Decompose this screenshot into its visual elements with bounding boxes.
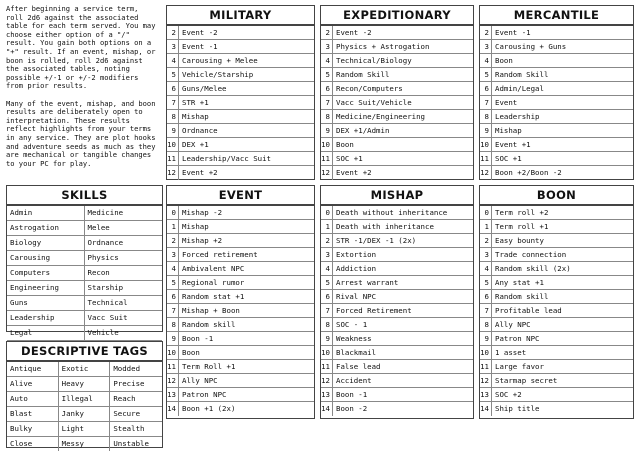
roll-result: Event +2 — [336, 168, 372, 177]
roll-number: 3 — [480, 40, 492, 53]
roll-number: 5 — [167, 68, 179, 81]
table-row — [480, 304, 633, 318]
roll-result: SOC +1 — [336, 154, 363, 163]
roll-number: 3 — [167, 40, 179, 53]
roll-result: Event -1 — [182, 42, 218, 51]
table-title: BOON — [480, 186, 633, 205]
table-row — [480, 332, 633, 346]
roll-result: STR -1/DEX -1 (2x) — [336, 236, 417, 245]
roll-result: Addiction — [336, 264, 377, 273]
table-row — [480, 96, 633, 110]
roll-result: Boon — [336, 140, 354, 149]
mishap-table — [320, 185, 474, 419]
roll-number: 0 — [167, 206, 179, 219]
table-row — [480, 318, 633, 332]
table-row — [167, 318, 314, 332]
skill-cell: Medicine — [85, 206, 163, 221]
roll-result: Accident — [336, 376, 372, 385]
skill-cell: Physics — [85, 251, 163, 266]
table-row — [167, 96, 314, 110]
table-row — [480, 110, 633, 124]
roll-number: 9 — [321, 332, 333, 345]
roll-result: SOC +2 — [495, 390, 522, 399]
roll-number: 9 — [480, 124, 492, 137]
roll-result: Event -2 — [336, 28, 372, 37]
roll-result: Random stat +1 — [182, 292, 245, 301]
tag-cell: Reach — [110, 392, 162, 407]
roll-result: Death without inheritance — [336, 208, 448, 217]
table-row — [321, 234, 473, 248]
roll-number: 4 — [321, 262, 333, 275]
table-row — [480, 248, 633, 262]
table-row — [321, 402, 473, 416]
roll-result: Ambivalent NPC — [182, 264, 245, 273]
table-row — [480, 138, 633, 152]
table-row — [167, 234, 314, 248]
roll-result: Rival NPC — [336, 292, 377, 301]
roll-number: 12 — [480, 374, 492, 387]
roll-number: 7 — [480, 96, 492, 109]
roll-result: Random Skill — [336, 70, 390, 79]
roll-result: Random Skill — [495, 70, 549, 79]
roll-number: 12 — [167, 374, 179, 387]
table-row — [480, 54, 633, 68]
table-row — [480, 360, 633, 374]
table-body — [167, 205, 314, 416]
roll-result: Arrest warrant — [336, 278, 399, 287]
tag-cell: Auto — [7, 392, 59, 407]
roll-result: DEX +1 — [182, 140, 209, 149]
skill-cell: Guns — [7, 296, 85, 311]
roll-number: 12 — [321, 374, 333, 387]
roll-result: Mishap — [495, 126, 522, 135]
roll-number: 10 — [480, 138, 492, 151]
roll-result: Ally NPC — [495, 320, 531, 329]
roll-number: 6 — [167, 82, 179, 95]
roll-result: Event -2 — [182, 28, 218, 37]
expeditionary-table — [320, 5, 474, 180]
roll-result: Term Roll +1 — [182, 362, 236, 371]
roll-number: 5 — [480, 276, 492, 289]
tag-cell: Precise — [110, 377, 162, 392]
roll-result: Death with inheritance — [336, 222, 434, 231]
table-row — [167, 206, 314, 220]
roll-number: 10 — [167, 346, 179, 359]
roll-result: STR +1 — [182, 98, 209, 107]
roll-number: 6 — [480, 290, 492, 303]
roll-number: 1 — [321, 220, 333, 233]
mercantile-table — [479, 5, 634, 180]
roll-result: Leadership/Vacc Suit — [182, 154, 271, 163]
roll-result: DEX +1/Admin — [336, 126, 390, 135]
table-row — [321, 166, 473, 180]
table-row — [321, 346, 473, 360]
table-row — [321, 304, 473, 318]
skill-cell: Ordnance — [85, 236, 163, 251]
roll-number: 9 — [321, 124, 333, 137]
table-title: EVENT — [167, 186, 314, 205]
roll-number: 13 — [321, 388, 333, 401]
roll-number: 11 — [480, 360, 492, 373]
tag-cell: Exotic — [59, 362, 111, 377]
table-row — [167, 138, 314, 152]
roll-number: 0 — [321, 206, 333, 219]
table-row — [480, 68, 633, 82]
roll-number: 12 — [167, 166, 179, 180]
roll-result: Boon -1 — [336, 390, 368, 399]
table-body — [321, 25, 473, 180]
table-row — [167, 26, 314, 40]
table-row — [167, 124, 314, 138]
roll-number: 2 — [167, 234, 179, 247]
skill-cell: Legal — [7, 326, 85, 341]
roll-number: 2 — [480, 234, 492, 247]
skill-cell: Leadership — [7, 311, 85, 326]
roll-number: 6 — [480, 82, 492, 95]
roll-result: Regional rumor — [182, 278, 245, 287]
roll-number: 11 — [321, 360, 333, 373]
table-row — [167, 374, 314, 388]
roll-number: 3 — [321, 40, 333, 53]
table-row — [480, 402, 633, 416]
roll-result: Guns/Melee — [182, 84, 227, 93]
table-body — [167, 25, 314, 180]
table-row — [321, 110, 473, 124]
skill-cell: Technical — [85, 296, 163, 311]
roll-number: 7 — [321, 304, 333, 317]
tag-cell: Close — [7, 437, 59, 451]
roll-number: 8 — [167, 110, 179, 123]
roll-number: 9 — [167, 124, 179, 137]
skill-cell: Vehicle — [85, 326, 163, 341]
roll-number: 8 — [480, 110, 492, 123]
table-body — [480, 25, 633, 180]
roll-result: Forced Retirement — [336, 306, 412, 315]
roll-number: 6 — [321, 290, 333, 303]
roll-result: Event +1 — [495, 140, 531, 149]
table-row — [321, 290, 473, 304]
table-row — [480, 82, 633, 96]
roll-number: 4 — [480, 262, 492, 275]
roll-number: 11 — [167, 152, 179, 165]
table-row — [480, 374, 633, 388]
roll-result: SOC +1 — [495, 154, 522, 163]
roll-result: Term roll +2 — [495, 208, 549, 217]
roll-number: 13 — [480, 388, 492, 401]
roll-number: 11 — [167, 360, 179, 373]
roll-result: Boon -2 — [336, 404, 368, 413]
table-row — [480, 388, 633, 402]
roll-number: 5 — [321, 276, 333, 289]
roll-result: Leadership — [495, 112, 540, 121]
roll-number: 9 — [480, 332, 492, 345]
table-row — [167, 68, 314, 82]
tag-cell: Janky — [59, 407, 111, 422]
roll-number: 8 — [480, 318, 492, 331]
table-row — [480, 26, 633, 40]
roll-result: Ally NPC — [182, 376, 218, 385]
table-row — [321, 26, 473, 40]
table-row — [167, 166, 314, 180]
roll-number: 8 — [321, 318, 333, 331]
roll-number: 12 — [321, 166, 333, 180]
roll-result: Profitable lead — [495, 306, 562, 315]
table-row — [167, 276, 314, 290]
roll-result: False lead — [336, 362, 381, 371]
roll-result: Admin/Legal — [495, 84, 544, 93]
roll-result: Easy bounty — [495, 236, 544, 245]
intro-text: After beginning a service term, roll 2d6 against the associated table for each term served. You may choose either option of a "/" result. You gain both options on a "+" result. If an event, mishap, or boon is rolled, roll 2d6 against the associated tables, noting possible +/-1 or +/-2 modifiers from prior results. Many of the event, mishap, and boon results are deliberately open to interpretation. These results reflect highlights from your terms in any service. They are plot hooks and adventure seeds as much as they are mechanical or tangible changes to your PC for play. — [6, 4, 156, 168]
table-row — [480, 206, 633, 220]
table-row — [321, 220, 473, 234]
roll-result: Term roll +1 — [495, 222, 549, 231]
table-body — [321, 205, 473, 416]
table-row — [321, 262, 473, 276]
table-title: DESCRIPTIVE TAGS — [7, 342, 162, 361]
roll-result: Medicine/Engineering — [336, 112, 425, 121]
table-row — [167, 402, 314, 416]
table-row — [321, 332, 473, 346]
table-title: MISHAP — [321, 186, 473, 205]
roll-number: 4 — [480, 54, 492, 67]
skills-grid — [7, 205, 162, 341]
skill-cell: Astrogation — [7, 221, 85, 236]
roll-number: 5 — [321, 68, 333, 81]
roll-result: Physics + Astrogation — [336, 42, 430, 51]
roll-result: Boon +2/Boon -2 — [495, 168, 562, 177]
roll-result: Carousing + Guns — [495, 42, 567, 51]
roll-number: 10 — [321, 138, 333, 151]
roll-number: 3 — [321, 248, 333, 261]
table-row — [167, 54, 314, 68]
roll-result: Event +2 — [182, 168, 218, 177]
table-row — [167, 82, 314, 96]
roll-number: 2 — [167, 26, 179, 39]
roll-result: SOC - 1 — [336, 320, 368, 329]
roll-number: 14 — [321, 402, 333, 416]
table-row — [167, 40, 314, 54]
roll-result: Ship title — [495, 404, 540, 413]
table-row — [321, 40, 473, 54]
table-row — [321, 124, 473, 138]
table-row — [167, 248, 314, 262]
roll-result: Weakness — [336, 334, 372, 343]
descriptive-tags-table — [6, 341, 163, 448]
roll-result: Event — [495, 98, 518, 107]
roll-result: Boon — [495, 56, 513, 65]
table-row — [480, 40, 633, 54]
roll-result: Random skill (2x) — [495, 264, 571, 273]
skill-cell: Carousing — [7, 251, 85, 266]
skill-cell: Engineering — [7, 281, 85, 296]
boon-table — [479, 185, 634, 419]
table-body — [480, 205, 633, 416]
roll-number: 10 — [321, 346, 333, 359]
roll-number: 2 — [321, 26, 333, 39]
roll-result: Boon — [182, 348, 200, 357]
roll-result: Mishap +2 — [182, 236, 223, 245]
tag-cell: Unstable — [110, 437, 162, 451]
roll-result: Extortion — [336, 250, 377, 259]
table-row — [480, 262, 633, 276]
roll-number: 7 — [480, 304, 492, 317]
table-title: MERCANTILE — [480, 6, 633, 25]
tag-cell: Secure — [110, 407, 162, 422]
table-row — [321, 388, 473, 402]
roll-result: Any stat +1 — [495, 278, 544, 287]
skill-cell: Biology — [7, 236, 85, 251]
table-row — [321, 248, 473, 262]
table-row — [321, 96, 473, 110]
roll-number: 9 — [167, 332, 179, 345]
roll-number: 7 — [321, 96, 333, 109]
table-title: MILITARY — [167, 6, 314, 25]
table-row — [321, 152, 473, 166]
table-row — [480, 124, 633, 138]
roll-number: 5 — [167, 276, 179, 289]
roll-number: 12 — [480, 166, 492, 180]
roll-result: Ordnance — [182, 126, 218, 135]
roll-result: Patron NPC — [182, 390, 227, 399]
roll-number: 14 — [480, 402, 492, 416]
roll-result: Technical/Biology — [336, 56, 412, 65]
roll-number: 4 — [167, 54, 179, 67]
skill-cell: Admin — [7, 206, 85, 221]
tag-cell: Bulky — [7, 422, 59, 437]
skill-cell: Melee — [85, 221, 163, 236]
table-title: EXPEDITIONARY — [321, 6, 473, 25]
table-row — [167, 290, 314, 304]
table-row — [480, 152, 633, 166]
table-row — [480, 276, 633, 290]
roll-number: 13 — [167, 388, 179, 401]
skill-cell: Recon — [85, 266, 163, 281]
roll-result: Blackmail — [336, 348, 377, 357]
table-row — [167, 346, 314, 360]
tag-cell: Messy — [59, 437, 111, 451]
roll-number: 5 — [480, 68, 492, 81]
roll-result: Recon/Computers — [336, 84, 403, 93]
skill-cell: Starship — [85, 281, 163, 296]
roll-result: Mishap — [182, 222, 209, 231]
roll-number: 0 — [480, 206, 492, 219]
roll-number: 8 — [167, 318, 179, 331]
roll-number: 4 — [321, 54, 333, 67]
table-row — [321, 276, 473, 290]
tag-cell: Stealth — [110, 422, 162, 437]
roll-number: 6 — [321, 82, 333, 95]
table-row — [321, 82, 473, 96]
table-row — [167, 152, 314, 166]
roll-number: 7 — [167, 96, 179, 109]
tag-cell: Blast — [7, 407, 59, 422]
roll-result: Vacc Suit/Vehicle — [336, 98, 412, 107]
roll-number: 1 — [480, 220, 492, 233]
roll-result: Random skill — [182, 320, 236, 329]
table-row — [167, 388, 314, 402]
roll-number: 8 — [321, 110, 333, 123]
roll-result: 1 asset — [495, 348, 527, 357]
table-row — [480, 166, 633, 180]
roll-number: 1 — [167, 220, 179, 233]
roll-number: 3 — [167, 248, 179, 261]
roll-result: Mishap -2 — [182, 208, 223, 217]
roll-number: 11 — [321, 152, 333, 165]
roll-result: Random skill — [495, 292, 549, 301]
roll-result: Event -1 — [495, 28, 531, 37]
roll-number: 10 — [480, 346, 492, 359]
roll-result: Mishap + Boon — [182, 306, 240, 315]
table-row — [167, 110, 314, 124]
military-table — [166, 5, 315, 180]
roll-number: 2 — [321, 234, 333, 247]
table-row — [167, 262, 314, 276]
roll-result: Starmap secret — [495, 376, 558, 385]
roll-result: Boon -1 — [182, 334, 214, 343]
roll-number: 3 — [480, 248, 492, 261]
roll-result: Forced retirement — [182, 250, 258, 259]
table-row — [321, 138, 473, 152]
roll-result: Mishap — [182, 112, 209, 121]
table-row — [167, 360, 314, 374]
table-row — [480, 220, 633, 234]
table-row — [321, 318, 473, 332]
table-row — [321, 68, 473, 82]
table-row — [167, 304, 314, 318]
table-row — [321, 360, 473, 374]
roll-number: 7 — [167, 304, 179, 317]
roll-number: 6 — [167, 290, 179, 303]
roll-result: Trade connection — [495, 250, 567, 259]
table-row — [167, 332, 314, 346]
tag-cell: Antique — [7, 362, 59, 377]
tag-cell: Heavy — [59, 377, 111, 392]
event-table — [166, 185, 315, 419]
table-row — [480, 346, 633, 360]
roll-result: Patron NPC — [495, 334, 540, 343]
tag-cell: Illegal — [59, 392, 111, 407]
roll-result: Carousing + Melee — [182, 56, 258, 65]
table-row — [480, 234, 633, 248]
roll-number: 14 — [167, 402, 179, 416]
tag-cell: Modded — [110, 362, 162, 377]
roll-result: Boon +1 (2x) — [182, 404, 236, 413]
skill-cell: Vacc Suit — [85, 311, 163, 326]
skill-cell: Computers — [7, 266, 85, 281]
roll-result: Vehicle/Starship — [182, 70, 254, 79]
roll-number: 11 — [480, 152, 492, 165]
roll-number: 4 — [167, 262, 179, 275]
tag-cell: Alive — [7, 377, 59, 392]
table-row — [480, 290, 633, 304]
roll-result: Large favor — [495, 362, 544, 371]
table-row — [321, 374, 473, 388]
tag-cell: Light — [59, 422, 111, 437]
tags-grid — [7, 361, 162, 451]
table-row — [321, 54, 473, 68]
table-row — [167, 220, 314, 234]
roll-number: 2 — [480, 26, 492, 39]
table-row — [321, 206, 473, 220]
table-title: SKILLS — [7, 186, 162, 205]
skills-table — [6, 185, 163, 337]
roll-number: 10 — [167, 138, 179, 151]
